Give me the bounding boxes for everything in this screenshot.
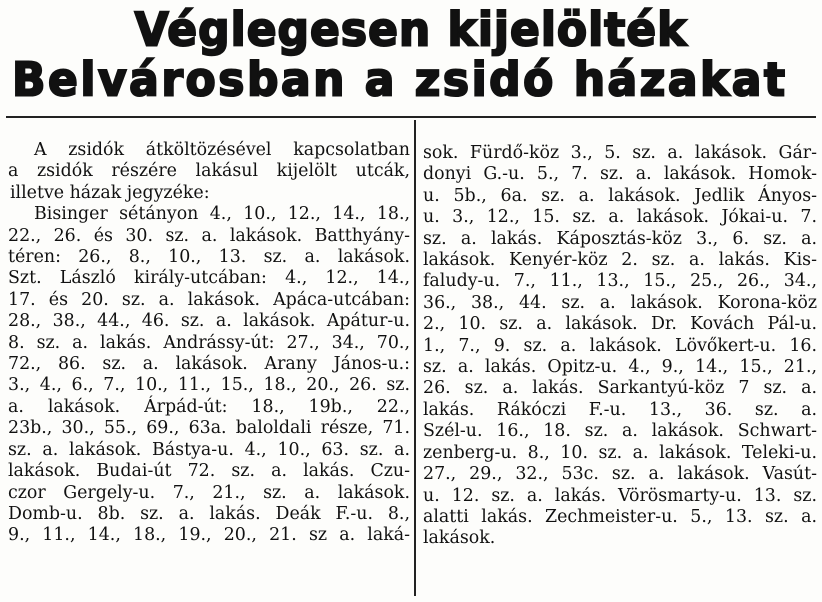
text-line: 9., 11., 14., 18., 19., 20., 21. sz a. laká- [8,525,410,546]
column-divider [414,120,416,596]
text-line: sok. Fürdő-köz 3., 5. sz. a. lakások. Gár- [423,143,817,163]
headline [0,4,822,106]
text-line: u. 12. sz. a. lakás. Vörösmarty-u. 13. sz. [423,485,817,506]
text-line: illetve házak jegyzéke: [10,182,210,203]
text-line: Bisinger sétányon 4., 10., 12., 14., 18., [34,204,410,225]
text-line: 72., 86. sz. a. lakások. Arany János-u.: [8,354,410,375]
text-line: u. 5b., 6a. sz. a. lakások. Jedlik Ányos- [423,185,817,206]
text-line: Szél-u. 16., 18. sz. a. lakások. Schwart- [423,421,817,442]
text-line: lakások. Budai-út 72. sz. a. lakás. Czu- [8,461,410,482]
headline-line-2: Belvárosban a zsidó házakat [12,53,788,108]
text-line: donyi G.-u. 5., 7. sz. a. lakások. Homok- [423,164,817,185]
text-line: sz. a. lakások. Bástya-u. 4., 10., 63. sz. a. [8,439,410,460]
text-line: 23b., 30., 55., 69., 63a. baloldali része, 71. [8,418,410,439]
text-line: Szt. László király-utcában: 4., 12., 14., [8,268,410,289]
text-line: Domb-u. 8b. sz. a. lakás. Deák F.-u. 8., [8,503,410,524]
text-line: u. 3., 12., 15. sz. a. lakások. Jókai-u. 7. [423,207,817,228]
text-line: a. lakások. Árpád-út: 18., 19b., 22., [8,396,410,417]
text-line: 2., 10. sz. a. lakások. Dr. Kovách Pál-u. [423,314,817,335]
text-line: 1., 7., 9. sz. a. lakások. Lövőkert-u. 16. [423,335,817,356]
text-line: A zsidók átköltözésével kapcsolatban [34,140,410,160]
text-line: lakások. Kenyér-köz 2. sz. a. lakás. Kis- [423,250,817,271]
text-line: téren: 26., 8., 10., 13. sz. a. lakások. [8,247,410,268]
right-column [423,143,817,550]
text-line: zenberg-u. 8., 10. sz. a. lakások. Teleki-u. [423,442,817,463]
text-line: 28., 38., 44., 46. sz. a. lakások. Apátur-u. [8,311,410,332]
text-line: lakások. [423,528,496,549]
text-line: a zsidók részére lakásul kijelölt utcák, [8,161,410,182]
text-line: 17. és 20. sz. a. lakások. Apáca-utcában: [8,289,410,310]
text-line: 36., 38., 44. sz. a. lakások. Korona-köz [423,292,817,313]
text-line: 8. sz. a. lakás. Andrássy-út: 27., 34., 70., [8,332,410,353]
text-line: 3., 4., 6., 7., 10., 11., 15., 18., 20., 26. sz. [8,375,410,396]
headline-line-1: Véglegesen kijelölték [134,3,688,58]
headline-divider [6,116,816,118]
text-line: faludy-u. 7., 11., 13., 15., 25., 26., 34., [423,271,817,292]
text-line: lakás. Rákóczi F.-u. 13., 36. sz. a. [423,399,817,420]
text-line: sz. a. lakás. Káposztás-köz 3., 6. sz. a. [423,228,817,249]
text-line: alatti lakás. Zechmeister-u. 5., 13. sz. a. [423,506,817,527]
text-line: sz. a. lakás. Opitz-u. 4., 9., 14., 15., 21., [423,357,817,378]
text-line: 22., 26. és 30. sz. a. lakások. Batthyány- [8,225,410,246]
text-line: czor Gergely-u. 7., 21., sz. a. lakások. [8,482,410,503]
text-line: 26. sz. a. lakás. Sarkantyú-köz 7 sz. a. [423,378,817,399]
text-line: 27., 29., 32., 53c. sz. a. lakások. Vasút- [423,464,817,485]
left-column [8,140,410,547]
